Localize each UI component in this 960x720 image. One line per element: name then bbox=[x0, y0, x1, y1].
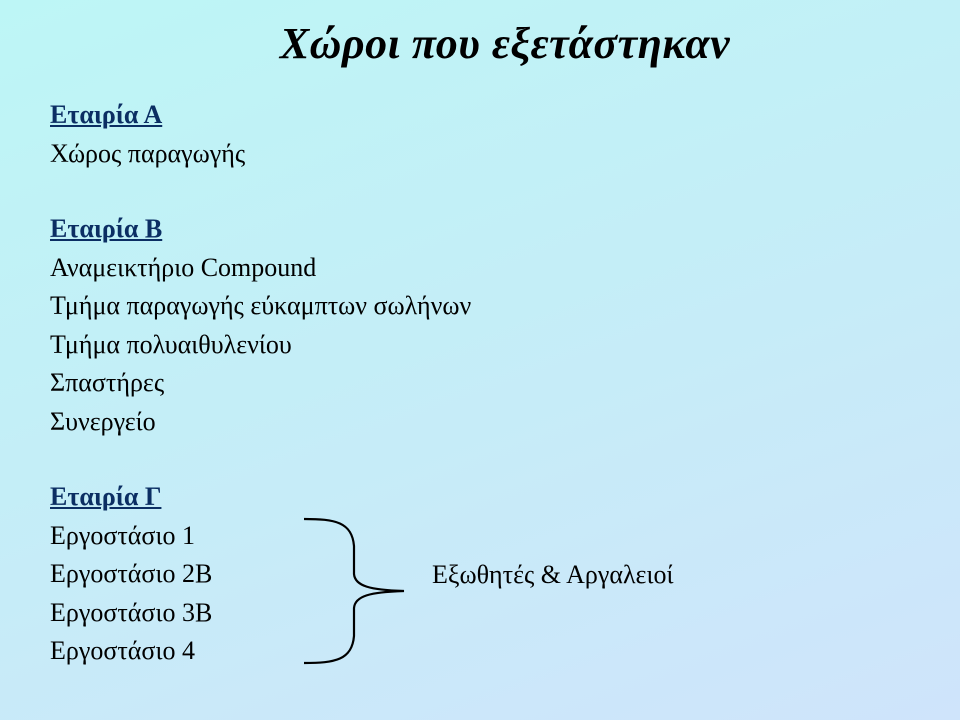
company-c-item: Εργοστάσιο 1 bbox=[50, 520, 195, 550]
company-c-item: Εργοστάσιο 2Β bbox=[50, 559, 213, 588]
company-b-item: Τμήμα πολυαιθυλενίου bbox=[50, 329, 292, 359]
grouped-label: Εξωθητές & Αργαλειοί bbox=[432, 560, 674, 589]
company-a-heading: Εταιρία Α bbox=[50, 100, 163, 129]
company-b-item: Αναμεικτήριο Compound bbox=[50, 252, 317, 282]
slide-title: Χώροι που εξετάστηκαν bbox=[279, 19, 731, 68]
company-c-item: Εργοστάσιο 3Β bbox=[50, 597, 213, 627]
company-c-section bbox=[50, 478, 212, 671]
right-brace-icon bbox=[300, 516, 410, 666]
company-c-heading: Εταιρία Γ bbox=[50, 482, 162, 511]
company-b-heading: Εταιρία Β bbox=[50, 214, 163, 243]
company-a-item: Χώρος παραγωγής bbox=[50, 138, 246, 168]
company-b-item: Σπαστήρες bbox=[50, 368, 165, 397]
company-a-section bbox=[50, 96, 245, 173]
company-b-item: Τμήμα παραγωγής εύκαμπτων σωλήνων bbox=[50, 291, 472, 320]
company-b-item: Συνεργείο bbox=[50, 406, 156, 436]
company-c-item: Εργοστάσιο 4 bbox=[50, 636, 195, 665]
company-b-section bbox=[50, 210, 471, 441]
